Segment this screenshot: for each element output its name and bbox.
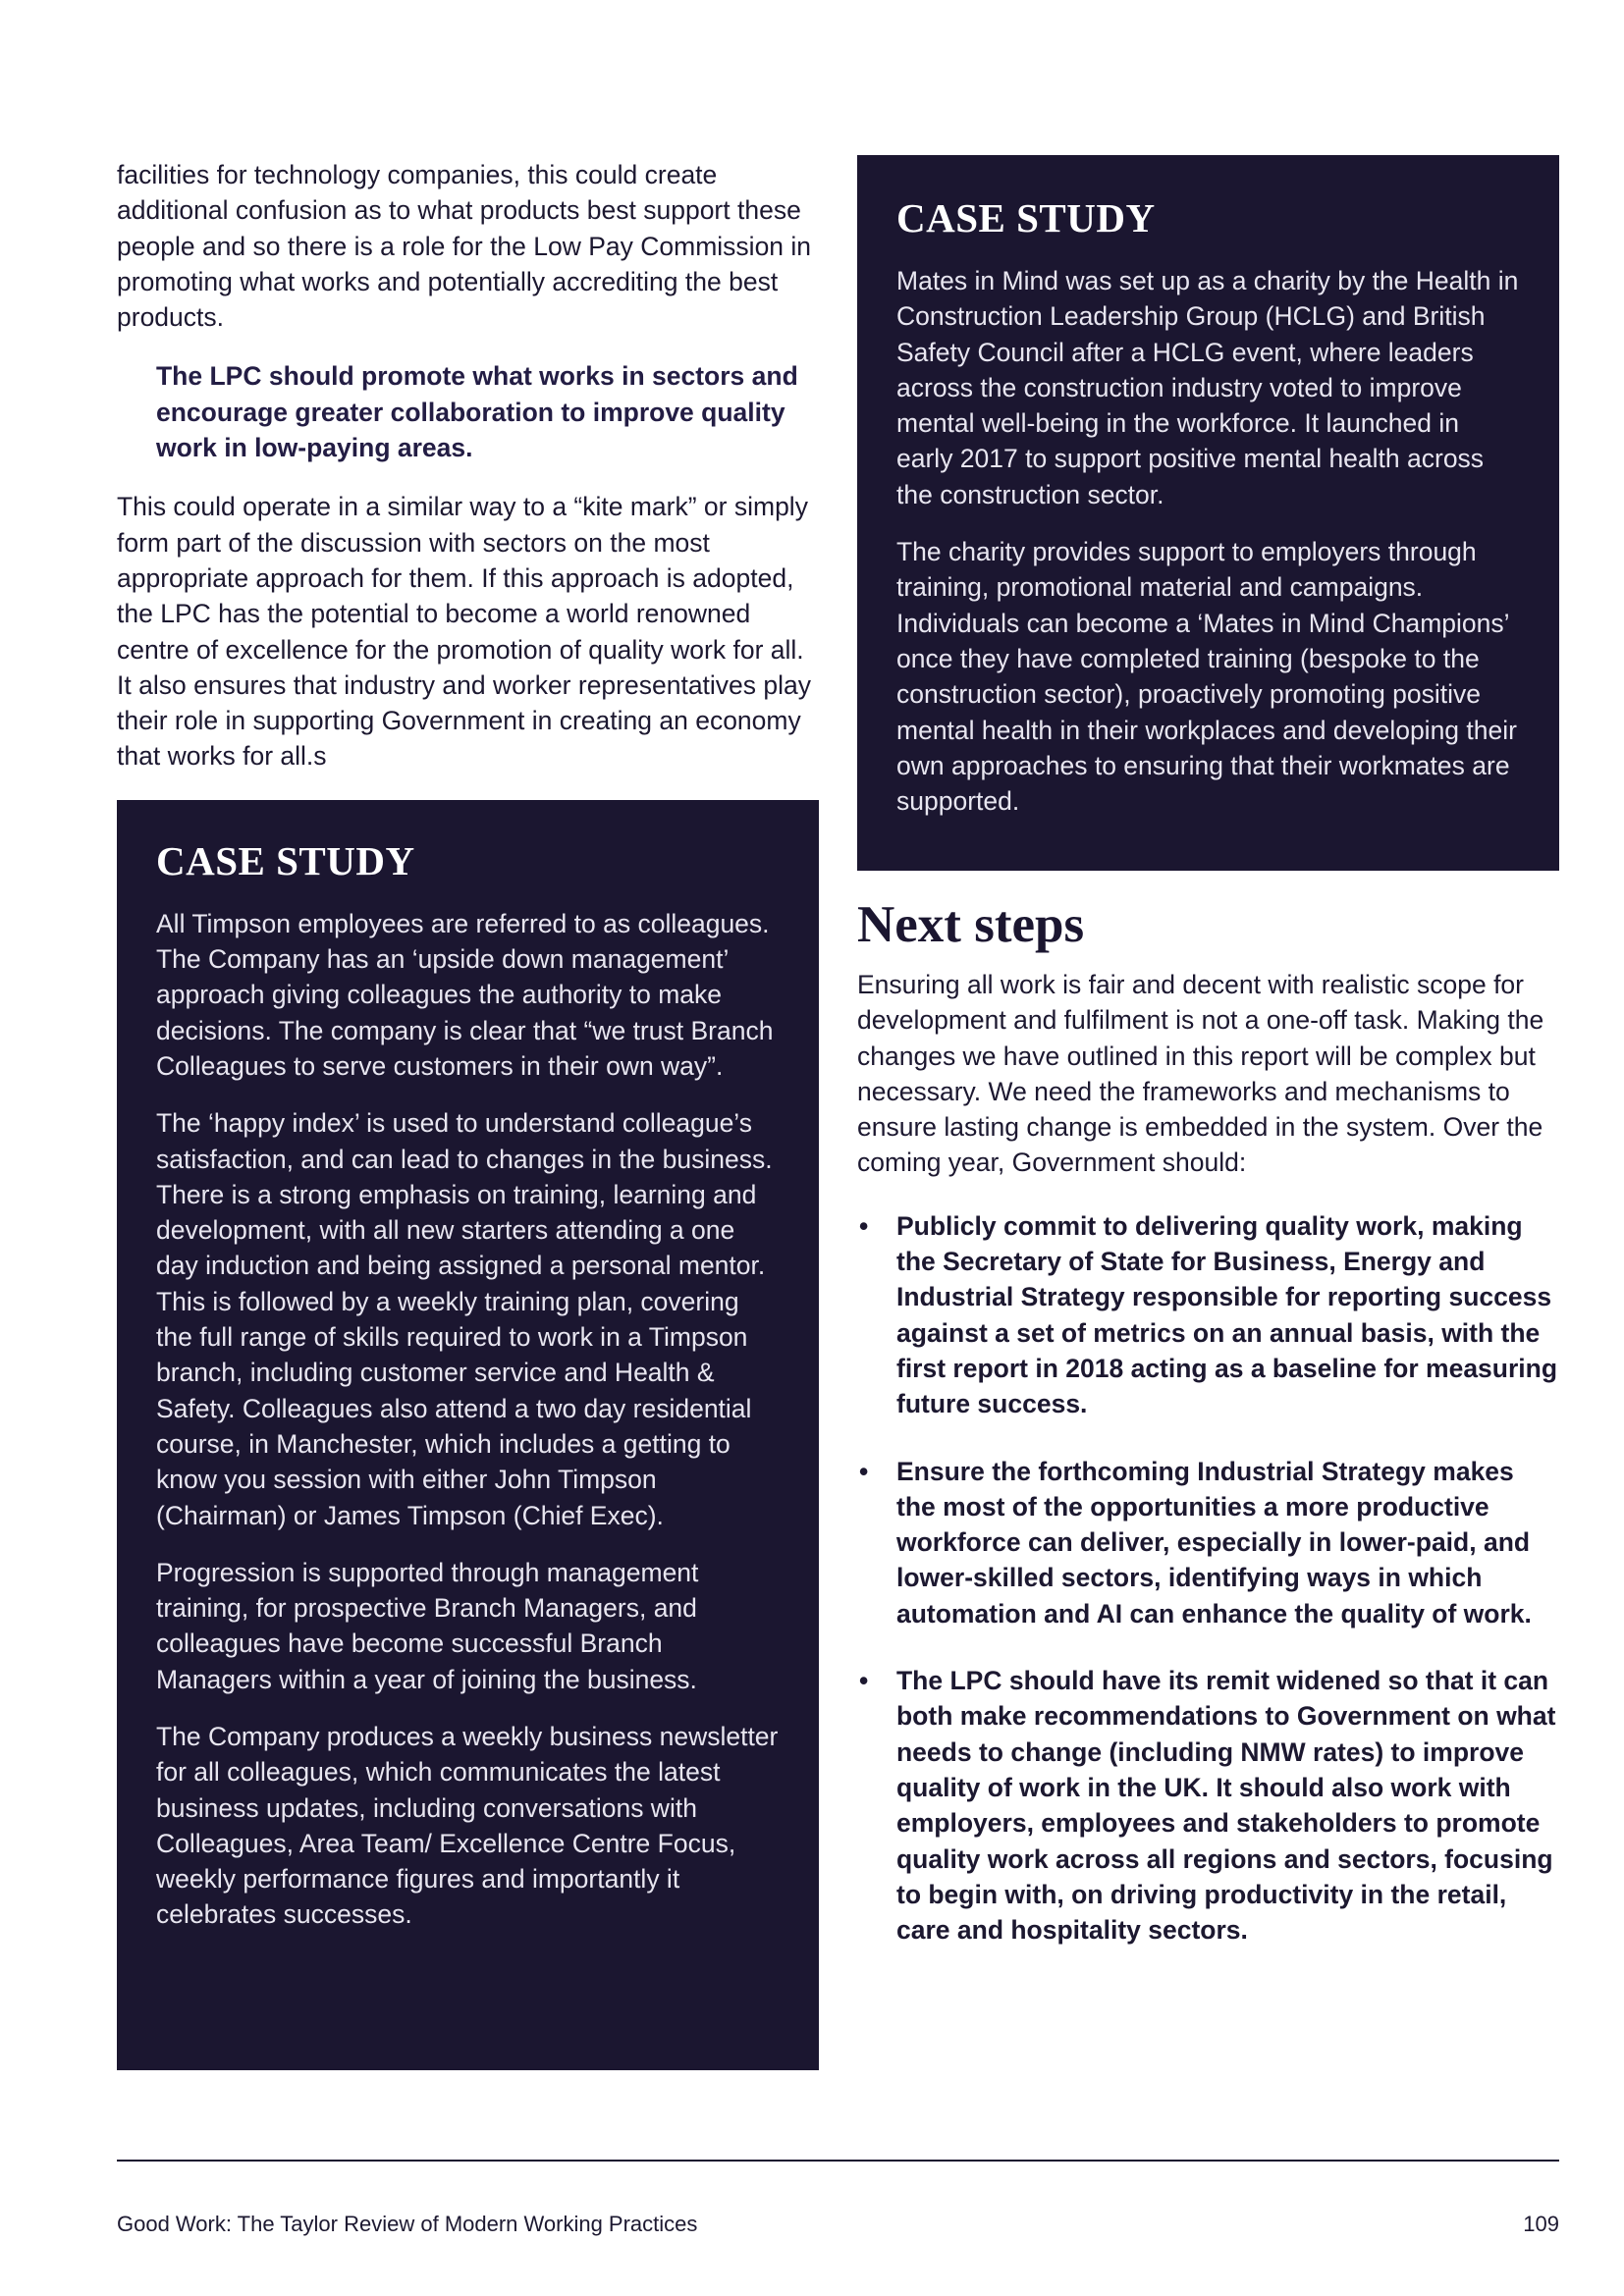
kite-mark-paragraph: This could operate in a similar way to a “kite mark” or simply form part of the discussion with sectors on the most appropriate approach for them. If this approach is adopted, the LPC has the potential to become a world renowned centre of excellence for the promotion of quality work for all. It also ensures that industry and worker representatives play their role in supporting Government in creating an economy that works for all.s — [117, 492, 812, 772]
footer-title: Good Work: The Taylor Review of Modern Working Practices — [117, 2212, 698, 2236]
bullet-icon: • — [859, 1456, 869, 1486]
list-item — [857, 1454, 1559, 1631]
intro-paragraph: facilities for technology companies, this could create additional confusion as to what products best support these people and so there is a role for the Low Pay Commission in promoting what works and potentially accrediting the best products. — [117, 160, 812, 333]
list-item — [857, 1208, 1559, 1422]
case-study-paragraph: Progression is supported through management training, for prospective Branch Managers, and colleagues have become successful Branch Managers within a year of joining the business. — [156, 1557, 699, 1694]
case-study-title: CASE STUDY — [156, 837, 415, 883]
list-item — [857, 1663, 1559, 1948]
recommendation-callout: The LPC should promote what works in sectors and encourage greater collaboration to improve quality work in low-paying areas. — [156, 361, 798, 463]
case-study-timpson — [117, 800, 819, 2070]
case-study-paragraph: The charity provides support to employers through training, promotional material and campaigns. Individuals can become a ‘Mates in Mind Champions’ once they have completed training (bespoke to the construction sector), proactively promoting positive mental health in their workplaces and developing their own approaches to ensuring that their workmates are supported. — [896, 537, 1517, 817]
page-number: 109 — [1523, 2212, 1559, 2236]
bullet-icon: • — [859, 1210, 869, 1241]
case-study-paragraph: The ‘happy index’ is used to understand colleague’s satisfaction, and can lead to changes in the business. There is a strong emphasis on training, learning and development, with all new starters attending a one day induction and being assigned a personal mentor. This is followed by a weekly training plan, covering the full range of skills required to work in a Timpson branch, including customer service and Health & Safety. Colleagues also attend a two day residential course, in Manchester, which includes a getting to know you session with either John Timpson (Chairman) or James Timpson (Chief Exec). — [156, 1108, 773, 1530]
case-study-paragraph: All Timpson employees are referred to as colleagues. The Company has an ‘upside down management’ approach giving colleagues the authority to make decisions. The company is clear that “we trust Branch Colleagues to serve customers in their own way”. — [156, 908, 774, 1081]
case-study-paragraph: The Company produces a weekly business newsletter for all colleagues, which communicates the latest business updates, including conversations with Colleagues, Area Team/ Excellence Centre Focus, weekly performance figures and importantly it celebrates successes. — [156, 1721, 779, 1930]
list-item-text: Ensure the forthcoming Industrial Strategy makes the most of the opportunities a more productive workforce can deliver, especially in lower-paid, and lower-skilled sectors, identifying ways in which automation and AI can enhance the quality of work. — [896, 1456, 1532, 1629]
case-study-mates-in-mind — [857, 155, 1559, 871]
next-steps-list — [857, 1208, 1559, 1949]
footer-divider — [117, 2160, 1559, 2162]
list-item-text: The LPC should have its remit widened so that it can both make recommendations to Government on what needs to change (including NMW rates) to improve quality of work in the UK. It should also work with employers, employees and stakeholders to promote quality work across all regions and sectors, focusing to begin with, on driving productivity in the retail, care and hospitality sectors. — [896, 1666, 1556, 1946]
case-study-paragraph: Mates in Mind was set up as a charity by the Health in Construction Leadership Group (HCLG) and British Safety Council after a HCLG event, where leaders across the construction industry voted to improve mental well-being in the workforce. It launched in early 2017 to support positive mental health across the construction sector. — [896, 266, 1519, 509]
next-steps-intro: Ensuring all work is fair and decent with realistic scope for development and fulfilment is not a one-off task. Making the changes we have outlined in this report will be complex but necessary. We need the frameworks and mechanisms to ensure lasting change is embedded in the system. Over the coming year, Government should: — [857, 970, 1544, 1178]
left-column — [117, 157, 819, 2070]
right-column — [857, 155, 1559, 1948]
bullet-icon: • — [859, 1666, 869, 1696]
case-study-title: CASE STUDY — [896, 195, 1156, 240]
list-item-text: Publicly commit to delivering quality work, making the Secretary of State for Business, Energy and Industrial Strategy responsible for reporting success against a set of metrics on an annual basis, with the first report in 2018 acting as a baseline for measuring future success. — [896, 1210, 1558, 1419]
next-steps-heading: Next steps — [857, 896, 1085, 953]
